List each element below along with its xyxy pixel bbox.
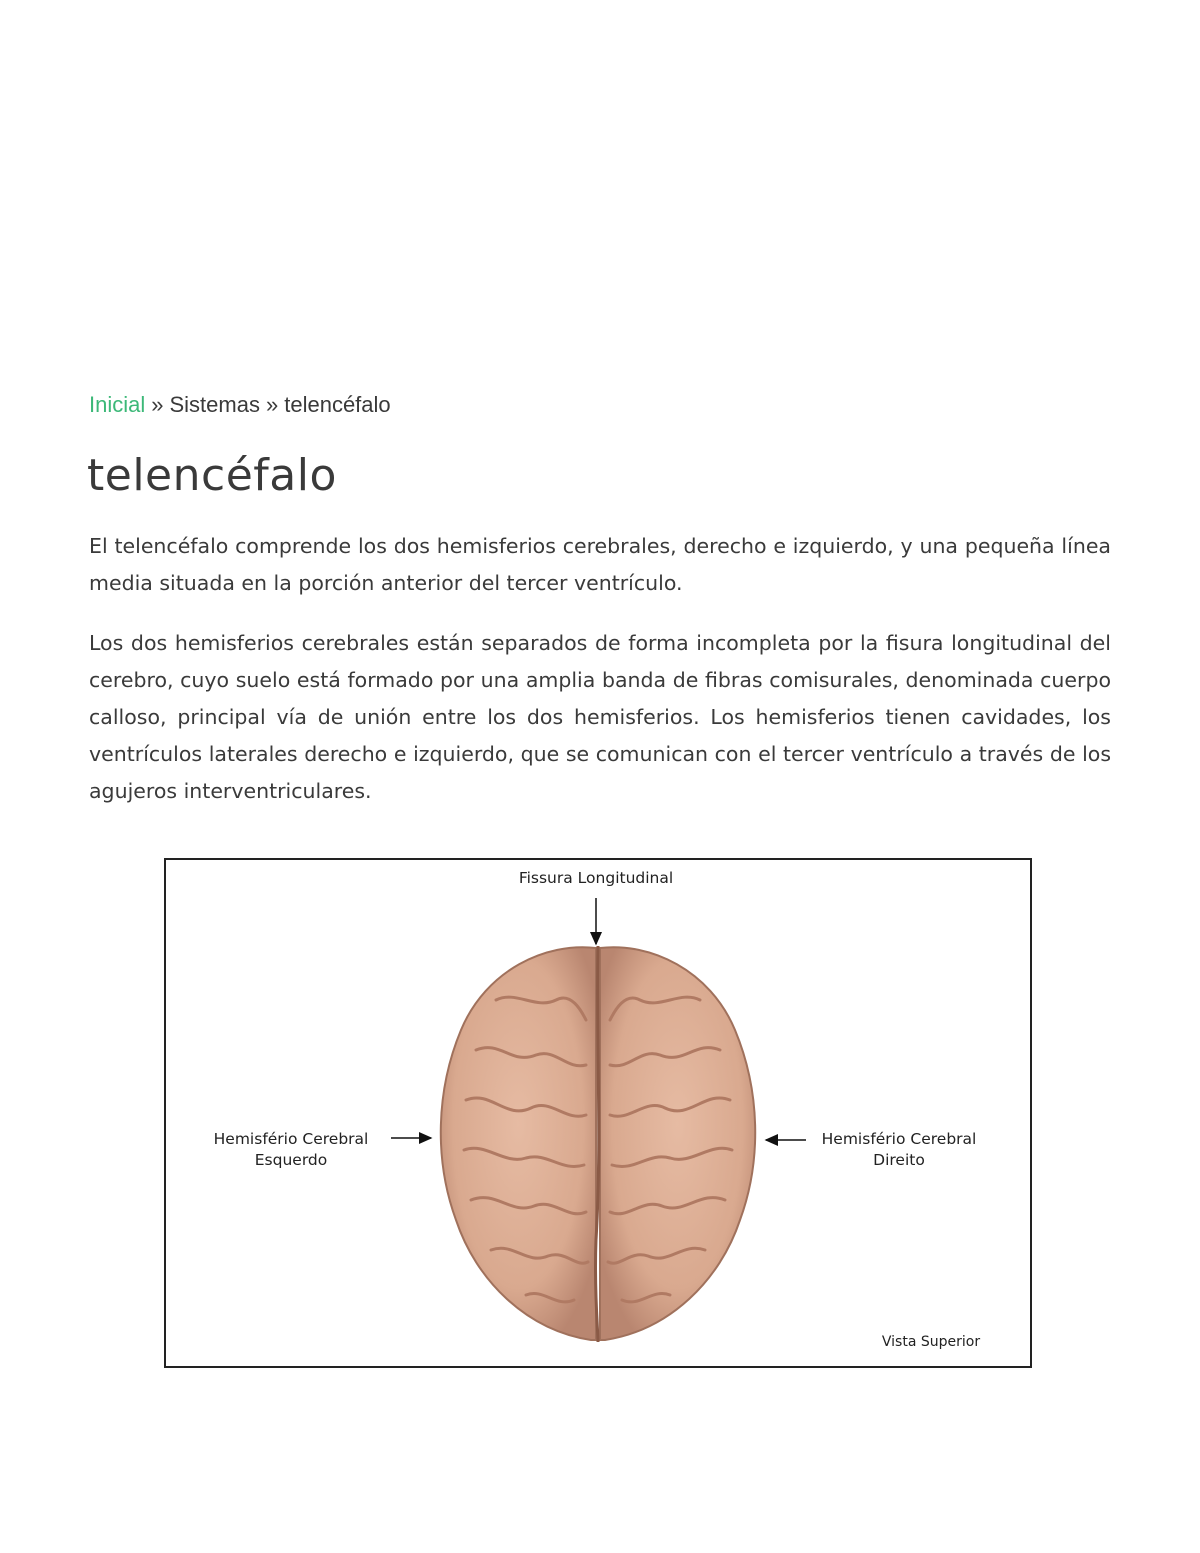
brain-illustration [166, 860, 1030, 1366]
brain-figure [164, 858, 1032, 1368]
label-right-line2: Direito [873, 1151, 925, 1169]
breadcrumb-home-link[interactable]: Inicial [89, 392, 146, 417]
breadcrumb-separator: » [265, 392, 279, 417]
label-left-line2: Esquerdo [254, 1151, 328, 1169]
breadcrumb-separator: » [151, 392, 164, 417]
label-view: Vista Superior [881, 1334, 981, 1350]
paragraph-intro: El telencéfalo comprende los dos hemisferios cerebrales, derecho e izquierdo, y una pequeña línea media situada en la porción anterior del tercer ventrículo. [89, 534, 1111, 595]
label-left-hemisphere [196, 1129, 386, 1171]
breadcrumb-current: telencéfalo [284, 392, 391, 417]
left-hemisphere [441, 947, 596, 1340]
page-title: telencéfalo [87, 450, 337, 501]
breadcrumb [89, 392, 391, 418]
label-longitudinal-fissure: Fissura Longitudinal [518, 869, 674, 887]
breadcrumb-section-link[interactable]: Sistemas [169, 392, 260, 417]
label-right-hemisphere [804, 1129, 994, 1171]
paragraph-hemispheres: Los dos hemisferios cerebrales están separados de forma incompleta por la fisura longitudinal del cerebro, cuyo suelo está formado por una amplia banda de fibras comisurales, denominada cuerpo calloso, principal vía de unión entre los dos hemisferios. Los hemisferios tienen cavidades, los ventrículos laterales derecho e izquierdo, que se comunican con el tercer ventrículo a través de los agujeros interventriculares. [89, 631, 1111, 803]
label-right-line1: Hemisfério Cerebral [821, 1130, 977, 1148]
label-left-line1: Hemisfério Cerebral [213, 1130, 369, 1148]
right-hemisphere [600, 947, 755, 1340]
